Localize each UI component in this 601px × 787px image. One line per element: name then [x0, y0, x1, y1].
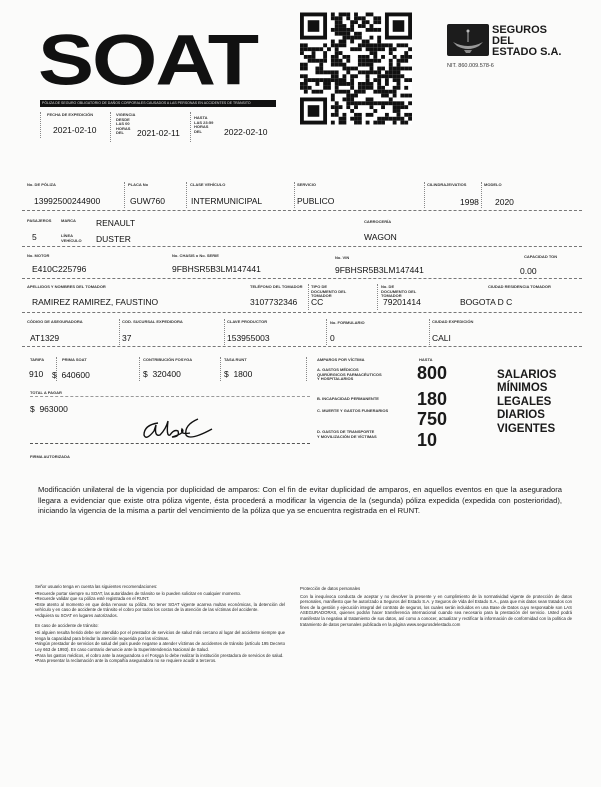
issue-city-label: CIUDAD EXPEDICIÓN	[432, 319, 474, 324]
signature-label: FIRMA AUTORIZADA	[30, 454, 70, 459]
insurer-name-line2: DEL	[492, 35, 514, 47]
vin-number: 9FBHSR5B3LM147441	[335, 265, 424, 275]
producer-key-label: CLAVE PRODUCTOR	[227, 319, 268, 324]
valid-from-label: VIGENCIA DESDE LAS 00 HORAS DEL	[116, 112, 136, 135]
model-year: 2020	[495, 197, 514, 207]
accident-item: •Si alguien resulta herido debe ser atendido por el prestador de servicios de salud más cercano al lugar del accidente siempre que tenga la capacidad para brindar la atención requerida por las víctimas.	[35, 630, 285, 641]
body-type: WAGON	[364, 232, 397, 242]
recommendation-item: •Este atento al momento en que deba renovar su póliza. No tener SOAT vigente acarrea multas económicas, la detención del vehículo y en caso de accidente de tránsito el cobro por todos los costos de la atención de las víctimas del accidente.	[35, 601, 285, 613]
valid-to-date: 2022-02-10	[224, 127, 268, 137]
privacy-title: Protección de datos personales	[300, 586, 361, 591]
vin-label: No. VIN	[335, 255, 350, 260]
rate-label: TARIFA	[30, 357, 45, 362]
rate: 910	[29, 369, 44, 379]
displacement-label: CILINDRAJE/VATIOS	[427, 182, 467, 187]
accident-item: •Para presentar la reclamación ante la compañía aseguradora no se requiere acudir a terceros.	[35, 658, 217, 664]
valid-from-date: 2021-02-11	[137, 128, 180, 138]
contribution: $ 320400	[143, 369, 181, 379]
insurer-lamp-logo	[447, 24, 489, 56]
contribution-label: CONTRIBUCIÓN FOSYGA	[143, 357, 193, 362]
brand-label: MARCA	[61, 218, 76, 223]
chassis-label: No. CHASIS o No. SERIE	[172, 253, 219, 258]
policy-number-label: No. DE PÓLIZA	[27, 182, 56, 187]
coverage-c-label: C. MUERTE Y GASTOS FUNERARIOS	[317, 408, 389, 413]
coverage-title: AMPAROS POR VÍCTIMA	[317, 357, 365, 362]
insurer-name-line3: ESTADO S.A.	[492, 46, 562, 58]
unit-line: SALARIOS	[497, 369, 557, 381]
recommendations-title: Señor usuario tenga en cuenta las siguientes recomendaciones:	[35, 584, 158, 589]
brand: RENAULT	[96, 218, 136, 228]
doc-type: CC	[311, 297, 324, 307]
engine-number: E410C225796	[32, 264, 87, 274]
unit-line: DIARIOS	[497, 409, 545, 422]
holder-city: BOGOTA D C	[460, 297, 513, 307]
qr-code	[300, 12, 412, 125]
premium-label: PRIMA SOAT	[62, 357, 87, 362]
insurer-code: AT1329	[30, 333, 60, 343]
coverage-d-value: 10	[417, 430, 438, 450]
coverage-c-value: 750	[417, 409, 448, 429]
capacity-label: CAPACIDAD TON	[524, 254, 558, 259]
accident-item: •Para los gastos médicos, el cobro ante la aseguradora o el Fosyga lo debe realizar la institución prestadora de servicios de salud.	[35, 652, 284, 658]
total-label: TOTAL A PAGAR	[30, 390, 62, 395]
unit-line: VIGENTES	[497, 422, 556, 435]
coverage-d-label: D. GASTOS DE TRANSPORTE Y MOVILIZACIÓN DE VÍCTIMAS	[317, 429, 377, 439]
plate: GUW760	[130, 196, 165, 206]
coverage-b-value: 180	[417, 389, 448, 409]
holder-name: RAMIREZ RAMIREZ, FAUSTINO	[32, 297, 159, 307]
policy-number: 13992500244900	[34, 196, 101, 206]
coverage-unit	[497, 369, 556, 436]
duplicity-notice: Modificación unilateral de la vigencia por duplicidad de amparos: Con el fin de evitar duplicidad de amparos, en aquellos eventos en que la aseguradora llegara a evidenciar que existe otra póliza vigente, ésta procederá a modificar la vigencia de la (segunda) póliza expedida (expedida con posterioridad), iniciando la vigencia de la misma a partir del vencimiento de la póliza que ya se encuentra registrada en el RUNT.	[38, 485, 562, 515]
soat-logo: SOAT	[38, 19, 258, 100]
accident-title: En caso de accidente de tránsito:	[35, 622, 99, 628]
accident-item: •Ningún prestador de servicios de salud del país puede negarse a atender víctimas de accidentes de tránsito (artículo 195 Decreto Ley 663 de 1993). En caso contrario denuncie ante la Superintendencia Nacional de Salud.	[35, 641, 285, 652]
vehicle-class: INTERMUNICIPAL	[191, 196, 263, 206]
displacement: 1998	[460, 197, 479, 207]
plate-label: PLACA No	[128, 182, 149, 187]
coverage-b-label: B. INCAPACIDAD PERMANENTE	[317, 396, 379, 401]
line-label: LÍNEA VEHÍCULO	[61, 233, 82, 243]
total: $ 963000	[30, 404, 68, 414]
recommendations	[35, 584, 285, 664]
privacy-section	[300, 586, 572, 627]
service: PUBLICO	[297, 196, 335, 206]
issue-city: CALI	[432, 333, 451, 343]
coverage-up-to-label: HASTA	[419, 357, 433, 362]
holder-name-label: APELLIDOS Y NOMBRES DEL TOMADOR	[27, 284, 106, 289]
insurer-code-label: CÓDIGO DE ASEGURADORA	[27, 319, 83, 324]
runt-fee-label: TASA RUNT	[224, 357, 247, 362]
insurer-name-line1: SEGUROS	[492, 24, 548, 36]
chassis-number: 9FBHSR5B3LM147441	[172, 264, 261, 274]
unit-line: MÍNIMOS	[497, 382, 548, 395]
passengers: 5	[32, 232, 37, 242]
issue-date: 2021-02-10	[53, 125, 97, 135]
doc-number: 79201414	[383, 297, 421, 307]
producer-key: 153955003	[227, 333, 270, 343]
vehicle-class-label: CLASE VEHÍCULO	[190, 182, 226, 187]
line: DUSTER	[96, 234, 131, 244]
valid-to-label: HASTA LAS 23:59 HORAS DEL	[194, 115, 214, 134]
recommendation-item: •Recuerde portar siempre su SOAT, las autoridades de tránsito se lo pueden solicitar en cualquier momento.	[35, 590, 242, 596]
doc-type-label: TIPO DE DOCUMENTO DEL TOMADOR	[311, 284, 347, 298]
form-number: 0	[330, 333, 335, 343]
holder-city-label: CIUDAD RESIDENCIA TOMADOR	[488, 284, 551, 289]
branch-code: 37	[122, 333, 132, 343]
authorized-signature	[140, 415, 215, 443]
recommendation-item: •Recuerde validar que su póliza esté registrada en el RUNT.	[35, 596, 150, 602]
capacity: 0.00	[520, 266, 537, 276]
unit-line: LEGALES	[497, 395, 552, 408]
holder-phone: 3107732346	[250, 297, 298, 307]
issue-date-label: FECHA DE EXPEDICIÓN	[47, 112, 94, 117]
holder-phone-label: TELÉFONO DEL TOMADOR	[250, 284, 303, 289]
service-label: SERVICIO	[297, 182, 317, 187]
doc-number-label: No. DE DOCUMENTO DEL TOMADOR	[381, 284, 417, 298]
recommendation-item: •Adquiera su SOAT en lugares autorizados.	[35, 612, 118, 618]
model-label: MODELO	[484, 182, 502, 187]
insurer-nit: NIT. 860.009.578-6	[447, 63, 494, 69]
engine-label: No. MOTOR	[27, 253, 50, 258]
runt-fee: $ 1800	[224, 369, 253, 379]
privacy-text: Con la inequívoca conducta de aceptar y no devolver la presente y en cumplimiento de la normatividad vigente de protección de datos personales, manifiesto que he autorizado a Seguros del Estado S.A. y Seguros de Vida del Estado S.A., para que mis datos sean tratados con fines de la gestión y ejecución integral del contrato de seguros, los cuales serán incluidos en una Base de Datos cuyo responsable son LAS ASEGURADORAS, quienes podrán hacer transferencia internacional cuando sea necesario para la prestación del servicio. Usted podrá manifestar la negativa al tratamiento de sus datos, así como a conocer, actualizar y rectificar la información de conformidad con la política de tratamiento de datos personales publicada en la página www.segurosdelestado.com	[300, 593, 572, 627]
coverage-a-label: A. GASTOS MÉDICOS QUIRÚRGICOS FARMACÉUTICOS Y HOSPITALARIOS	[317, 367, 382, 381]
form-number-label: No. FORMULARIO	[330, 320, 365, 325]
passengers-label: PASAJEROS	[27, 218, 52, 223]
soat-banner: PÓLIZA DE SEGURO OBLIGATORIO DE DAÑOS CORPORALES CAUSADOS A LAS PERSONAS EN ACCIDENTES DE TRÁNSITO	[40, 100, 276, 107]
branch-code-label: COD. SUCURSAL EXPEDIDORA	[122, 319, 183, 324]
body-label: CARROCERÍA	[364, 219, 392, 224]
coverage-a-value: 800	[417, 363, 448, 383]
insurer-name	[492, 25, 561, 58]
premium: $ 640600	[52, 370, 90, 380]
